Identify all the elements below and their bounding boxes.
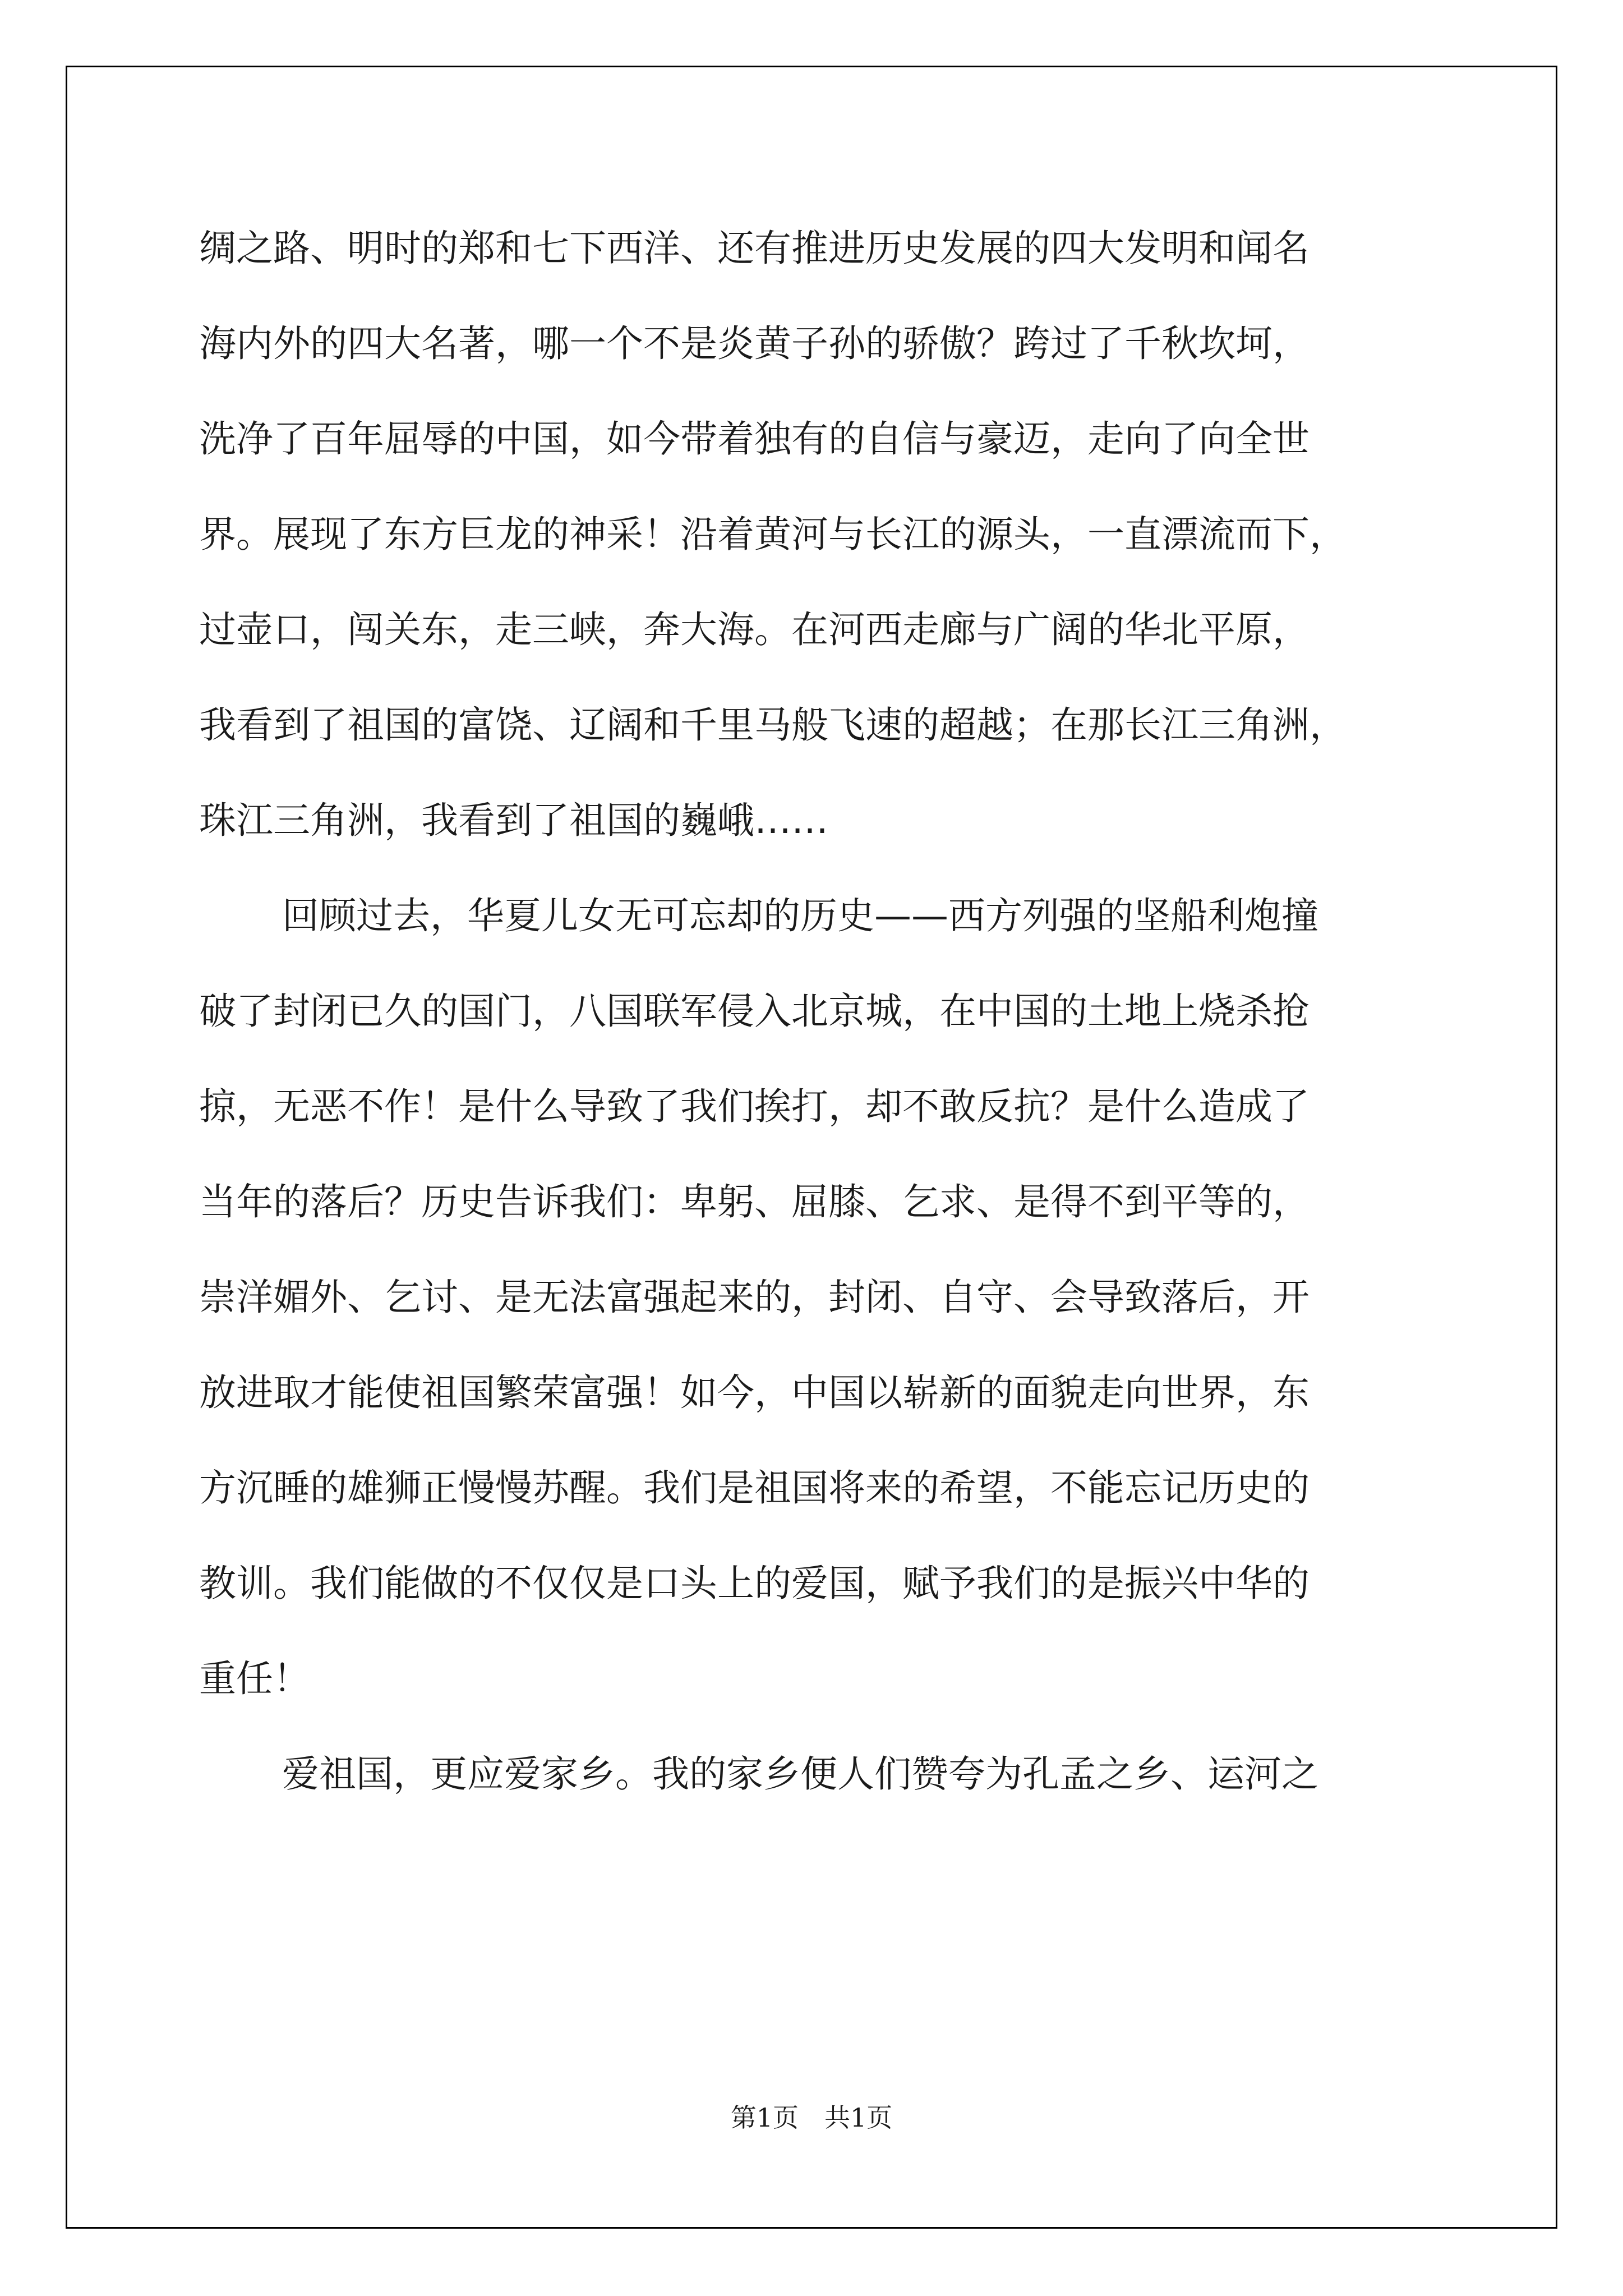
text-line: 绸之路、明时的郑和七下西洋、还有推进历史发展的四大发明和闻名 [199,227,1310,270]
text-line: 重任！ [199,1657,310,1700]
text-line: 掠，无恶不作！是什么导致了我们挨打，却不敢反抗？是什么造成了 [199,1085,1310,1128]
text-line: 破了封闭已久的国门，八国联军侵入北京城，在中国的土地上烧杀抢 [199,990,1310,1033]
text-line: 珠江三角洲，我看到了祖国的巍峨…… [199,799,828,842]
page-number-footer: 第1页 共1页 [730,2102,893,2133]
page-border [66,66,1557,2229]
text-line: 崇洋媚外、乞讨、是无法富强起来的，封闭、自守、会导致落后，开 [199,1276,1310,1319]
text-line: 我看到了祖国的富饶、辽阔和千里马般飞速的超越；在那长江三角洲， [199,703,1347,747]
paragraph-first-line: 爱祖国，更应爱家乡。我的家乡便人们赞夸为孔孟之乡、运河之 [282,1752,1318,1796]
text-line: 方沉睡的雄狮正慢慢苏醒。我们是祖国将来的希望，不能忘记历史的 [199,1466,1310,1510]
text-line: 放进取才能使祖国繁荣富强！如今，中国以崭新的面貌走向世界，东 [199,1371,1310,1414]
text-line: 界。展现了东方巨龙的神采！沿着黄河与长江的源头，一直漂流而下， [199,513,1347,556]
text-line: 教训。我们能做的不仅仅是口头上的爱国，赋予我们的是振兴中华的 [199,1562,1310,1605]
paragraph-first-line: 回顾过去，华夏儿女无可忘却的历史——西方列强的坚船利炮撞 [282,894,1318,937]
text-line: 海内外的四大名著，哪一个不是炎黄子孙的骄傲？跨过了千秋坎坷， [199,322,1310,365]
text-line: 当年的落后？历史告诉我们：卑躬、屈膝、乞求、是得不到平等的， [199,1180,1310,1223]
text-line: 洗净了百年屈辱的中国，如今带着独有的自信与豪迈，走向了向全世 [199,417,1310,461]
text-line: 过壶口，闯关东，走三峡，奔大海。在河西走廊与广阔的华北平原， [199,608,1310,651]
